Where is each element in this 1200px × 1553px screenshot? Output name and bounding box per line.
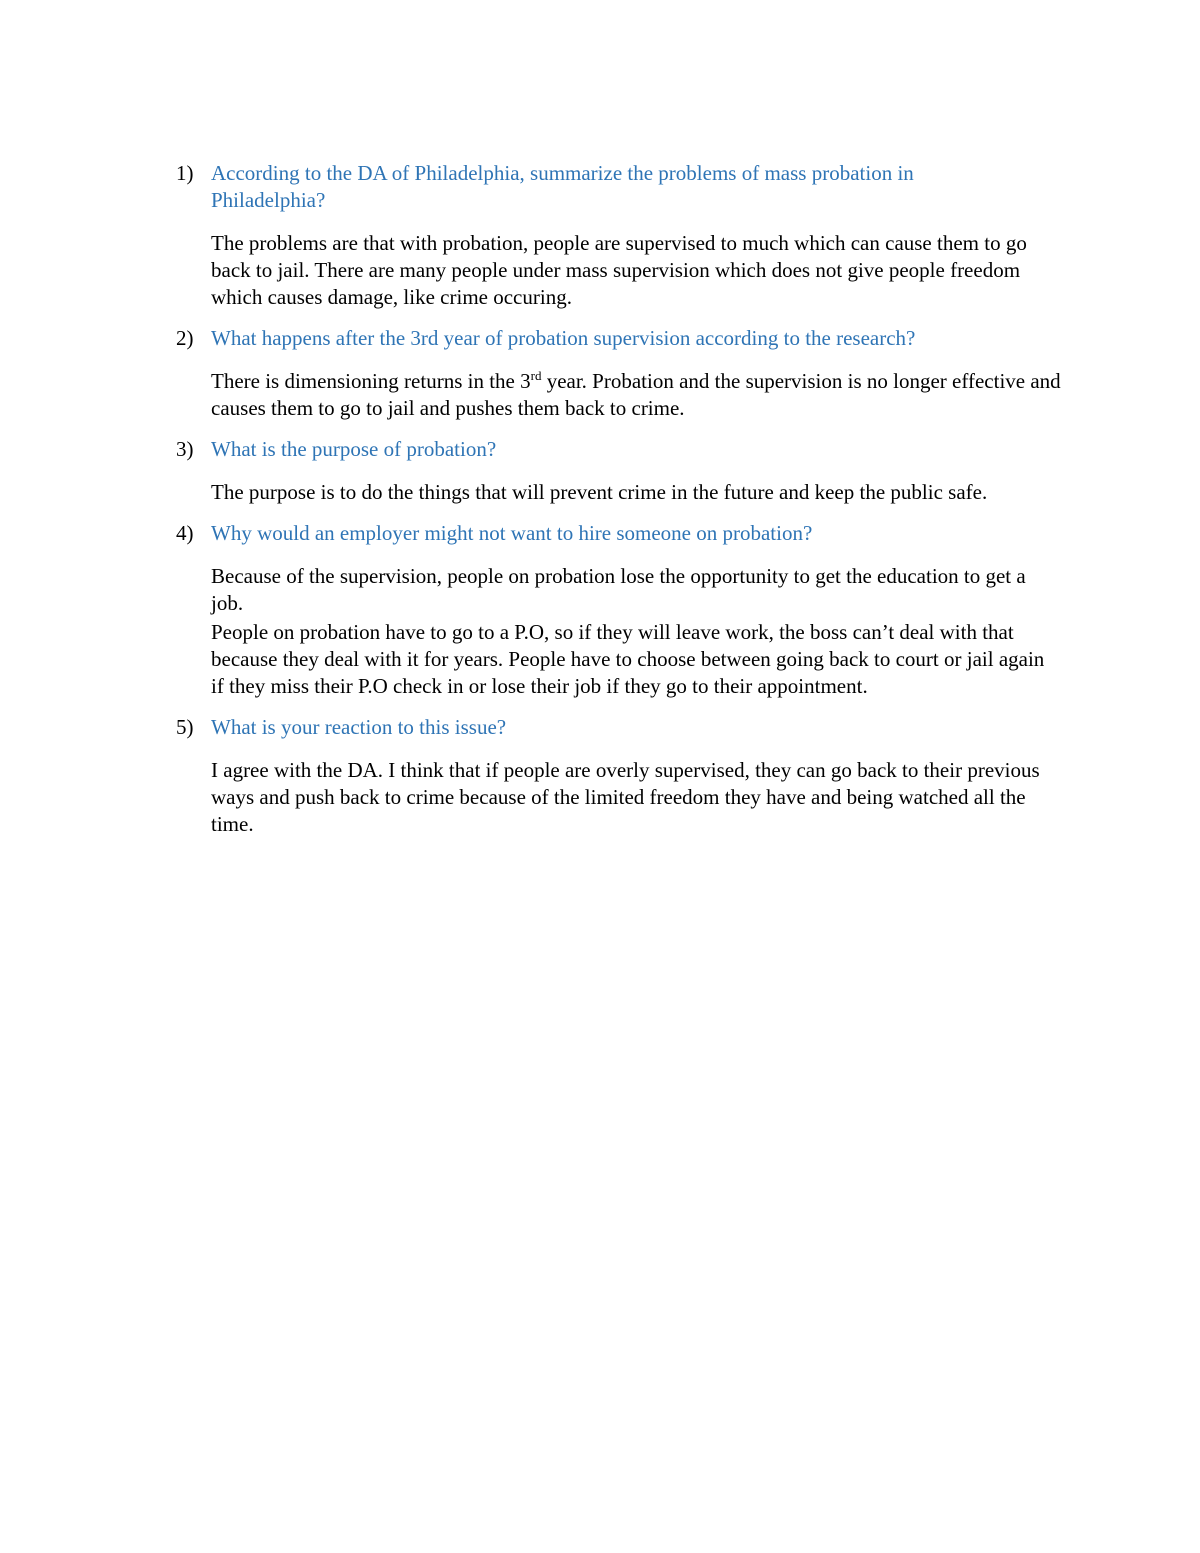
question-text: What is the purpose of probation? — [211, 437, 497, 461]
question-text: What happens after the 3rd year of probation supervision according to the research? — [211, 326, 916, 350]
answer-paragraph: People on probation have to go to a P.O, so if they will leave work, the boss can’t deal with that because they deal with it for years. People have to choose between going back to court or jail again if they miss their P.O check in or lose their job if they go to their appointment. — [211, 620, 1045, 698]
question-number: 4) — [176, 521, 194, 545]
answer-paragraph: I agree with the DA. I think that if people are overly supervised, they can go back to their previous ways and push back to crime because of the limited freedom they have and being watched all the time. — [211, 758, 1040, 836]
answer-3 — [211, 479, 1061, 506]
answer-text-end: year. Probation and the supervision is no longer effective and causes them to go to jail and pushes them back to crime. — [211, 369, 1061, 420]
question-text: What is your reaction to this issue? — [211, 715, 507, 739]
question-number: 5) — [176, 715, 194, 739]
answer-5 — [211, 757, 1061, 838]
qa-item-5 — [176, 714, 1076, 838]
question-number: 3) — [176, 437, 194, 461]
answer-4 — [211, 563, 1061, 700]
question-number: 1) — [176, 161, 194, 185]
qa-item-1 — [176, 160, 1076, 311]
question-4 — [176, 520, 1076, 547]
qa-item-3 — [176, 436, 1076, 506]
question-text: Why would an employer might not want to hire someone on probation? — [211, 521, 813, 545]
answer-2 — [211, 368, 1061, 422]
question-text: According to the DA of Philadelphia, summarize the problems of mass probation in Philadelphia? — [211, 161, 914, 212]
qa-item-2 — [176, 325, 1076, 422]
answer-paragraph: The purpose is to do the things that will prevent crime in the future and keep the public safe. — [211, 480, 988, 504]
question-number: 2) — [176, 326, 194, 350]
question-1 — [176, 160, 1076, 214]
answer-paragraph: Because of the supervision, people on probation lose the opportunity to get the education to get a job. — [211, 564, 1026, 615]
answer-text-start: There is dimensioning returns in the 3 — [211, 369, 531, 393]
ordinal-superscript: rd — [530, 368, 542, 383]
answer-1 — [211, 230, 1061, 311]
answer-paragraph — [211, 368, 1061, 422]
question-5 — [176, 714, 1076, 741]
qa-item-4 — [176, 520, 1076, 700]
question-answer-list — [176, 160, 1076, 852]
question-2 — [176, 325, 1076, 352]
answer-paragraph: The problems are that with probation, people are supervised to much which can cause them to go back to jail. There are many people under mass supervision which does not give people freedom which causes damage, like crime occuring. — [211, 231, 1027, 309]
question-3 — [176, 436, 1076, 463]
